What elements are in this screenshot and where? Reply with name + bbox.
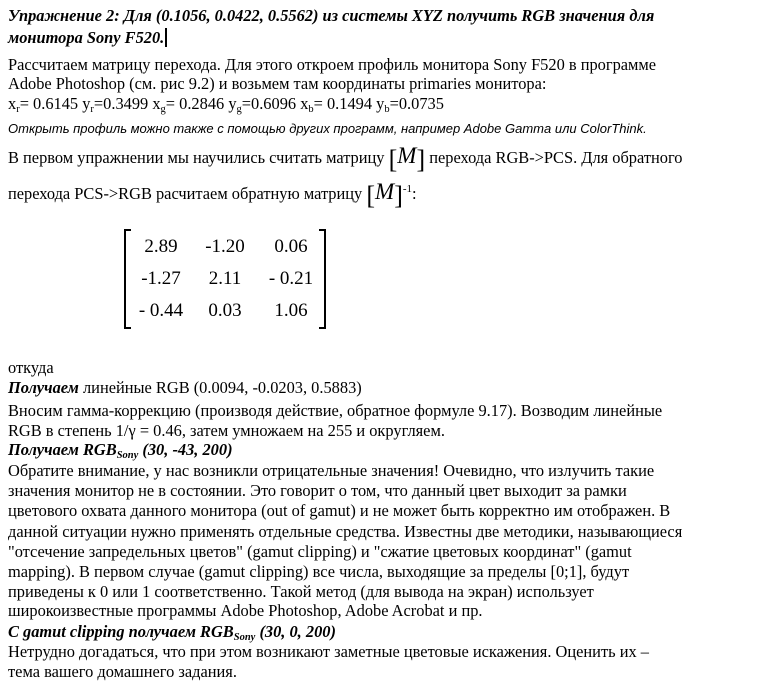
matrix-symbol-inverse: M bbox=[375, 179, 395, 204]
matrix-cell: - 0.21 bbox=[268, 268, 314, 289]
matrix-cell: 0.06 bbox=[274, 236, 308, 257]
gamut-paragraph-line: широкоизвестные программы Adobe Photoshop, Adobe Acrobat и пр. bbox=[8, 601, 483, 620]
matrix-intro-line2: перехода PCS->RGB расчитаем обратную матрицу $[M]^{-1}$: bbox=[8, 179, 417, 210]
conclusion-line2: тема вашего домашнего задания. bbox=[8, 662, 237, 681]
clipped-rgb-line: С gamut clipping получаем $RGB_{Sony}$ (30, 0, 200) bbox=[8, 622, 336, 643]
gamut-paragraph-line: mapping). В первом случае (gamut clipping) все числа, выходящие за пределы [0;1], будут bbox=[8, 562, 630, 581]
gamut-paragraph-line: Обратите внимание, у нас возникли отрицательные значения! Очевидно, что излучить такие bbox=[8, 461, 655, 480]
matrix-symbol: M bbox=[397, 143, 417, 168]
exercise-title-text: монитора Sony F520. bbox=[8, 28, 165, 47]
matrix-cell: -1.27 bbox=[141, 268, 181, 289]
linear-rgb-line: Получаем линейные RGB (0.0094, -0.0203, 0.5883) bbox=[8, 378, 362, 397]
inverse-matrix bbox=[124, 229, 326, 329]
otkuda-text: откуда bbox=[8, 358, 54, 377]
result-rgb-line: Получаем $RGB_{Sony}$ (30, -43, 200) bbox=[8, 440, 233, 461]
matrix-cell: 1.06 bbox=[274, 300, 308, 321]
exercise-title-line1: Упражнение 2: Для (0.1056, 0.0422, 0.5562) из системы XYZ получить RGB значения для bbox=[8, 6, 655, 25]
matrix-intro-line1: В первом упражнении мы научились считать матрицу [M] перехода RGB->PCS. Для обратного bbox=[8, 143, 683, 174]
intro-line2: Adobe Photoshop (см. рис 9.2) и возьмем там координаты primaries монитора: bbox=[8, 74, 547, 93]
gamut-paragraph-line: цветового охвата данного монитора (out of gamut) и не может быть корректно им отображен. В bbox=[8, 501, 671, 520]
matrix-cell: 2.11 bbox=[208, 268, 242, 289]
matrix-cell: -1.20 bbox=[205, 236, 245, 257]
text-cursor bbox=[165, 28, 167, 47]
gamut-paragraph-line: данной ситуации нужно применять отдельные средства. Известны две методики, называющиеся bbox=[8, 522, 683, 541]
inverse-exponent: -1 bbox=[402, 183, 413, 195]
conclusion-line1: Нетрудно догадаться, что при этом возникают заметные цветовые искажения. Оценить их – bbox=[8, 642, 649, 661]
gamut-paragraph-line: "отсечение запредельных цветов" (gamut clipping) и "сжатие цветовых координат" (gamut bbox=[8, 542, 632, 561]
primaries-line: $x_r= 0.6145$ $y_r=0.3499$ $x_g= 0.2846$ $y_g=0.6096$ $x_b= 0.1494$ $y_b=0.0735$ bbox=[8, 94, 444, 115]
gamma-line2: RGB в степень 1/γ = 0.46, затем умножаем на 255 и округляем. bbox=[8, 421, 445, 440]
matrix-cell: - 0.44 bbox=[138, 300, 184, 321]
matrix-cell: 2.89 bbox=[144, 236, 178, 257]
gamut-paragraph-line: приведены к 0 или 1 соответственно. Такой метод (для вывода на экран) использует bbox=[8, 582, 594, 601]
matrix-cell: 0.03 bbox=[208, 300, 242, 321]
gamma-line1: Вносим гамма-коррекцию (производя действие, обратное формуле 9.17). Возводим линейные bbox=[8, 401, 663, 420]
gamut-paragraph-line: значения монитор не в состоянии. Это говорит о том, что данный цвет выходит за рамки bbox=[8, 481, 627, 500]
intro-line1: Рассчитаем матрицу перехода. Для этого откроем профиль монитора Sony F520 в программе bbox=[8, 55, 657, 74]
note-text: Открыть профиль можно также с помощью других программ, например Adobe Gamma или ColorThink. bbox=[8, 121, 647, 136]
exercise-title-line2 bbox=[8, 28, 167, 47]
